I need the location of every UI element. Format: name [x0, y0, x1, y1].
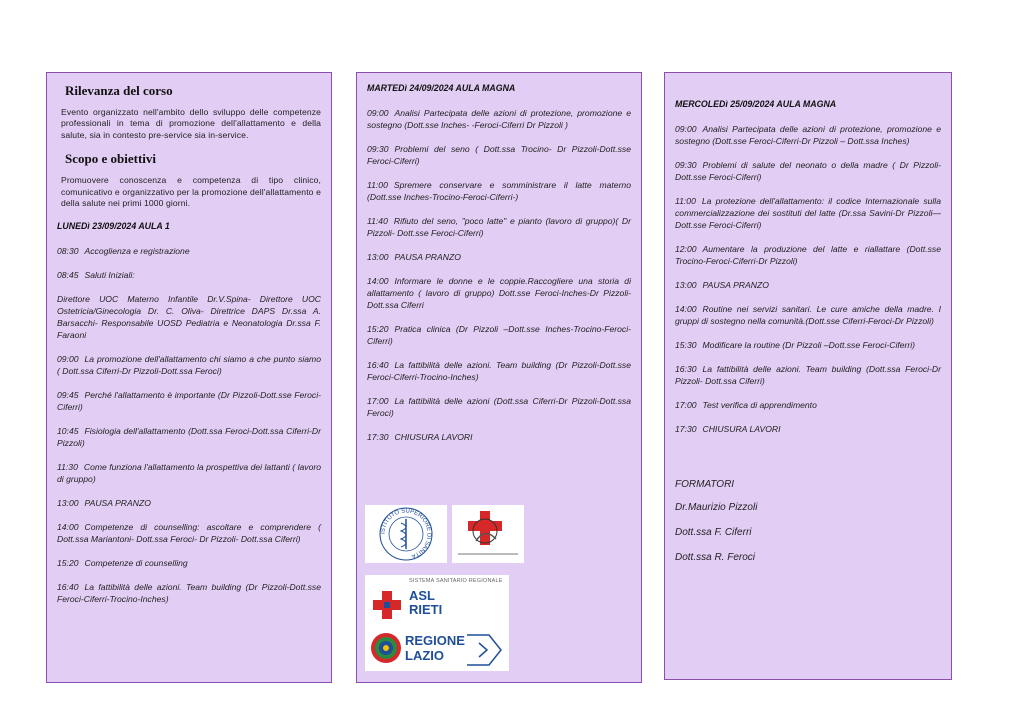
regione-name: REGIONE LAZIO — [405, 633, 465, 663]
regione-lazio-emblem-icon — [369, 631, 403, 665]
schedule-list — [367, 107, 631, 443]
schedule-item: 16:30 La fattibilità delle azioni. Team building (Dott.ssa Feroci-Dr Pizzoli- Dott.ssa Ciferri) — [675, 364, 941, 386]
formatore-name: Dott.ssa F. Ciferri — [675, 527, 752, 538]
schedule-item: 11:30 Come funziona l'allattamento la prospettiva dei lattanti ( lavoro di gruppo) — [57, 462, 321, 485]
schedule-item: 09:00 Analisi Partecipata delle azioni di protezione, promozione e sostegno (Dott.sse Inches- -Feroci-Ciferri Dr Pizzoli ) — [367, 108, 631, 130]
schedule-item: 15:20 Pratica clinica (Dr Pizzoli –Dott.sse Inches-Trocino-Feroci-Ciferri) — [367, 324, 631, 346]
schedule-item: 11:00 La protezione dell'allattamento: il codice Internazionale sulla commercializzazione dei sostituti del latte (Dr.ssa Savini-Dr Pizzoli—Dott.sse Feroci-Ciferri) — [675, 196, 941, 230]
schedule-item: 16:40 La fattibilità delle azioni. Team building (Dr Pizzoli-Dott.sse Feroci-Ciferri-Trocino-Inches) — [57, 582, 321, 605]
schedule-item: 09:00 Analisi Partecipata delle azioni di protezione, promozione e sostegno (Dott.sse Feroci-Ciferri-Dr Pizzoli – Dott.ssa Inches) — [675, 124, 941, 146]
panel-day-3 — [664, 72, 952, 680]
formatori-title: FORMATORI — [675, 479, 735, 490]
schedule-item: 11:00 Spremere conservare e somministrare il latte materno (Dott.sse Inches-Trocino-Feroci-Ciferri-) — [367, 180, 631, 202]
schedule-item: 14:00 Competenze di counselling: ascoltare e comprendere ( Dott.ssa Mariantoni- Dott.ssa Feroci- Dr Pizzoli- Dott.ssa Ciferri) — [57, 522, 321, 545]
schedule-item: 08:45 Saluti Iniziali: — [57, 270, 135, 281]
schedule-item: 10:45 Fisiologia dell'allattamento (Dott.ssa Feroci-Dott.ssa Ciferri-Dr Pizzoli) — [57, 426, 321, 449]
panel-day-1 — [46, 72, 332, 683]
schedule-item: 17:30 CHIUSURA LAVORI — [367, 432, 473, 442]
asl-system-label: SISTEMA SANITARIO REGIONALE — [409, 578, 503, 584]
intro-scopo: Promuovere conoscenza e competenza di tipo clinico, comunicativo e organizzativo per la promozione dell'allattamento e della salute nei primi 1000 giorni. — [61, 175, 321, 209]
schedule-list — [675, 123, 941, 435]
day-title: MERCOLEDì 25/09/2024 AULA MAGNA — [675, 99, 837, 109]
asl-cross-icon — [371, 589, 403, 621]
schedule-item: Direttore UOC Materno Infantile Dr.V.Spina- Direttore UOC Ostetricia/Ginecologia Dr. C. Oliva- Direttrice DAPS Dr.ssa A. Barsacchi- Responsabile UOSD Pediatria e Neonatologia Dr.ssa F. Faraoni — [57, 294, 321, 341]
schedule-item: 15:20 Competenze di counselling — [57, 558, 188, 569]
schedule-item: 13:00 PAUSA PRANZO — [367, 252, 461, 262]
schedule-item: 12:00 Aumentare la produzione del latte e riallattare (Dott.sse Trocino-Feroci-Ciferri-Dr Pizzoli) — [675, 244, 941, 266]
schedule-item: 14:00 Routine nei servizi sanitari. Le cure amiche della madre. I gruppi di sostegno nella comunità.(Dott.sse Ciferri-Feroci-Dr Pizzoli) — [675, 304, 941, 326]
schedule-item: 11:40 Rifiuto del seno, "poco latte" e pianto (lavoro di gruppo)( Dr Pizzoli- Dott.sse Feroci-Ciferri) — [367, 216, 631, 238]
schedule-item: 09:45 Perché l'allattamento è importante (Dr Pizzoli-Dott.sse Feroci-Ciferri) — [57, 390, 321, 413]
cross-emblem-logo — [452, 505, 524, 563]
asl-name: ASL RIETI — [409, 588, 443, 617]
schedule-item: 13:00 PAUSA PRANZO — [57, 498, 151, 509]
regione-arrow-icon — [465, 633, 505, 667]
schedule-item: 13:00 PAUSA PRANZO — [675, 280, 769, 290]
formatore-name: Dr.Maurizio Pizzoli — [675, 502, 758, 513]
schedule-item: 17:00 La fattibilità delle azioni (Dott.ssa Ciferri-Dr Pizzoli-Dott.ssa Feroci) — [367, 396, 631, 418]
schedule-item: 14:00 Informare le donne e le coppie.Raccogliere una storia di allattamento ( lavoro di gruppo) Dott.sse Feroci-Inches-Dr Pizzoli-Dott.ssa Ciferri — [367, 276, 631, 310]
schedule-item: 15:30 Modificare la routine (Dr Pizzoli –Dott.sse Feroci-Ciferri) — [675, 340, 916, 350]
day-title: MARTEDì 24/09/2024 AULA MAGNA — [367, 83, 516, 93]
heading-rilevanza: Rilevanza del corso — [65, 83, 173, 98]
schedule-item: 09:30 Problemi del seno ( Dott.ssa Trocino- Dr Pizzoli-Dott.sse Feroci-Ciferri) — [367, 144, 631, 166]
schedule-item: 08:30 Accoglienza e registrazione — [57, 246, 190, 257]
iss-logo — [365, 505, 447, 563]
svg-text:ISTITUTO SUPERIORE DI SANITÀ: ISTITUTO SUPERIORE DI SANITÀ — [380, 508, 432, 559]
day-title: LUNEDì 23/09/2024 AULA 1 — [57, 221, 170, 232]
asl-rieti-regione-lazio-logo — [365, 575, 509, 671]
schedule-item: 09:00 La promozione dell'allattamento chi siamo a che punto siamo ( Dott.ssa Ciferri-Dr Pizzoli-Dott.ssa Feroci) — [57, 354, 321, 377]
schedule-list — [57, 245, 321, 605]
schedule-item: 09:30 Problemi di salute del neonato o della madre ( Dr Pizzoli-Dott.sse Feroci-Ciferri) — [675, 160, 941, 182]
schedule-item: 16:40 La fattibilità delle azioni. Team building (Dr Pizzoli-Dott.sse Feroci-Ciferri-Trocino-Inches) — [367, 360, 631, 382]
intro-rilevanza: Evento organizzato nell'ambito dello sviluppo delle competenze professionali in tema di promozione dell'allattamento e della salute, sia in contesto pre-service sia in-service. — [61, 107, 321, 140]
schedule-item: 17:30 CHIUSURA LAVORI — [675, 424, 781, 434]
heading-scopo: Scopo e obiettivi — [65, 151, 156, 167]
schedule-item: 17:00 Test verifica di apprendimento — [675, 400, 817, 410]
formatore-name: Dott.ssa R. Feroci — [675, 552, 756, 563]
